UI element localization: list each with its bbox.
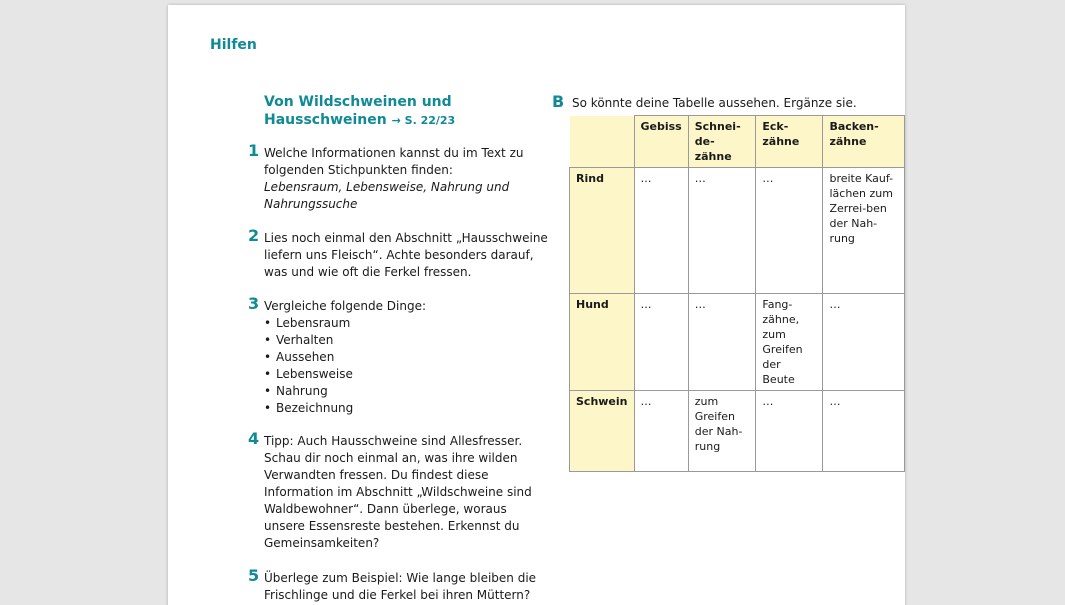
task-text: Welche Informationen kannst du im Text zu folgenden Stichpunkten finden:: [264, 146, 524, 177]
task-text: Vergleiche folgende Dinge:: [264, 299, 426, 313]
task-4: [248, 429, 548, 552]
table-cell: …: [634, 294, 688, 391]
table-header-cell: Backen-zähne: [823, 116, 905, 168]
list-item: • Bezeichnung: [264, 400, 548, 417]
section-title-text: Von Wildschweinen und Hausschweinen: [264, 94, 452, 128]
document-page: [168, 5, 905, 605]
list-item: • Aussehen: [264, 349, 548, 366]
table-row-label: Hund: [570, 294, 635, 391]
table-corner-cell: [570, 116, 635, 168]
table-header-cell: Schnei-de-zähne: [688, 116, 756, 168]
list-item: • Nahrung: [264, 383, 548, 400]
task-text: Tipp: Auch Hausschweine sind Allesfresser. Schau dir noch einmal an, was ihre wilden Verwandten fressen. Du findest diese Information im Abschnitt „Wildschweine sind Waldbewohner“. Dann überlege, woraus unsere Essensreste bestehen. Erkennst du Gemeinsamkeiten?: [264, 434, 532, 550]
task-2: [248, 226, 548, 281]
table-cell: zum Greifen der Nah-rung: [688, 391, 756, 472]
table-cell: …: [756, 168, 823, 294]
part-b-text: So könnte deine Tabelle aussehen. Ergänze sie.: [572, 96, 857, 110]
list-item: • Lebensraum: [264, 315, 548, 332]
task-number: 1: [248, 141, 260, 160]
section-title: [264, 93, 524, 130]
page-heading: Hilfen: [210, 37, 257, 53]
table-row-label: Rind: [570, 168, 635, 294]
list-item: • Verhalten: [264, 332, 548, 349]
table-cell: …: [823, 294, 905, 391]
task-number: 3: [248, 294, 260, 313]
table-row: [570, 294, 905, 391]
task-number: 5: [248, 566, 260, 585]
table-row: [570, 168, 905, 294]
part-b-heading: [552, 93, 857, 112]
table-header-cell: Eck-zähne: [756, 116, 823, 168]
part-letter: B: [552, 92, 565, 111]
table-cell: …: [688, 294, 756, 391]
task-text: Lies noch einmal den Abschnitt „Hausschweine liefern uns Fleisch“. Achte besonders darauf, was und wie oft die Ferkel fressen.: [264, 231, 548, 279]
table-cell: …: [634, 391, 688, 472]
list-item: • Lebensweise: [264, 366, 548, 383]
task-keywords: Lebensraum, Lebensweise, Nahrung und Nahrungssuche: [264, 180, 510, 211]
teeth-table: [569, 115, 905, 472]
task-number: 4: [248, 429, 260, 448]
table-cell: …: [756, 391, 823, 472]
task-1: [248, 141, 548, 213]
task-5: [248, 566, 548, 604]
table-header-row: [570, 116, 905, 168]
section-page-ref: → S. 22/23: [391, 114, 456, 127]
task-text: Überlege zum Beispiel: Wie lange bleiben die Frischlinge und die Ferkel bei ihren Müttern?: [264, 571, 537, 602]
table-cell: …: [823, 391, 905, 472]
table-cell: Fang-zähne, zum Greifen der Beute: [756, 294, 823, 391]
table-cell: breite Kauf-lächen zum Zerrei-ben der Nah-rung: [823, 168, 905, 294]
comparison-list: [264, 315, 548, 417]
table-header-cell: Gebiss: [634, 116, 688, 168]
table-cell: …: [688, 168, 756, 294]
task-number: 2: [248, 226, 260, 245]
task-3: [248, 294, 548, 417]
table-cell: …: [634, 168, 688, 294]
table-row-label: Schwein: [570, 391, 635, 472]
table-row: [570, 391, 905, 472]
